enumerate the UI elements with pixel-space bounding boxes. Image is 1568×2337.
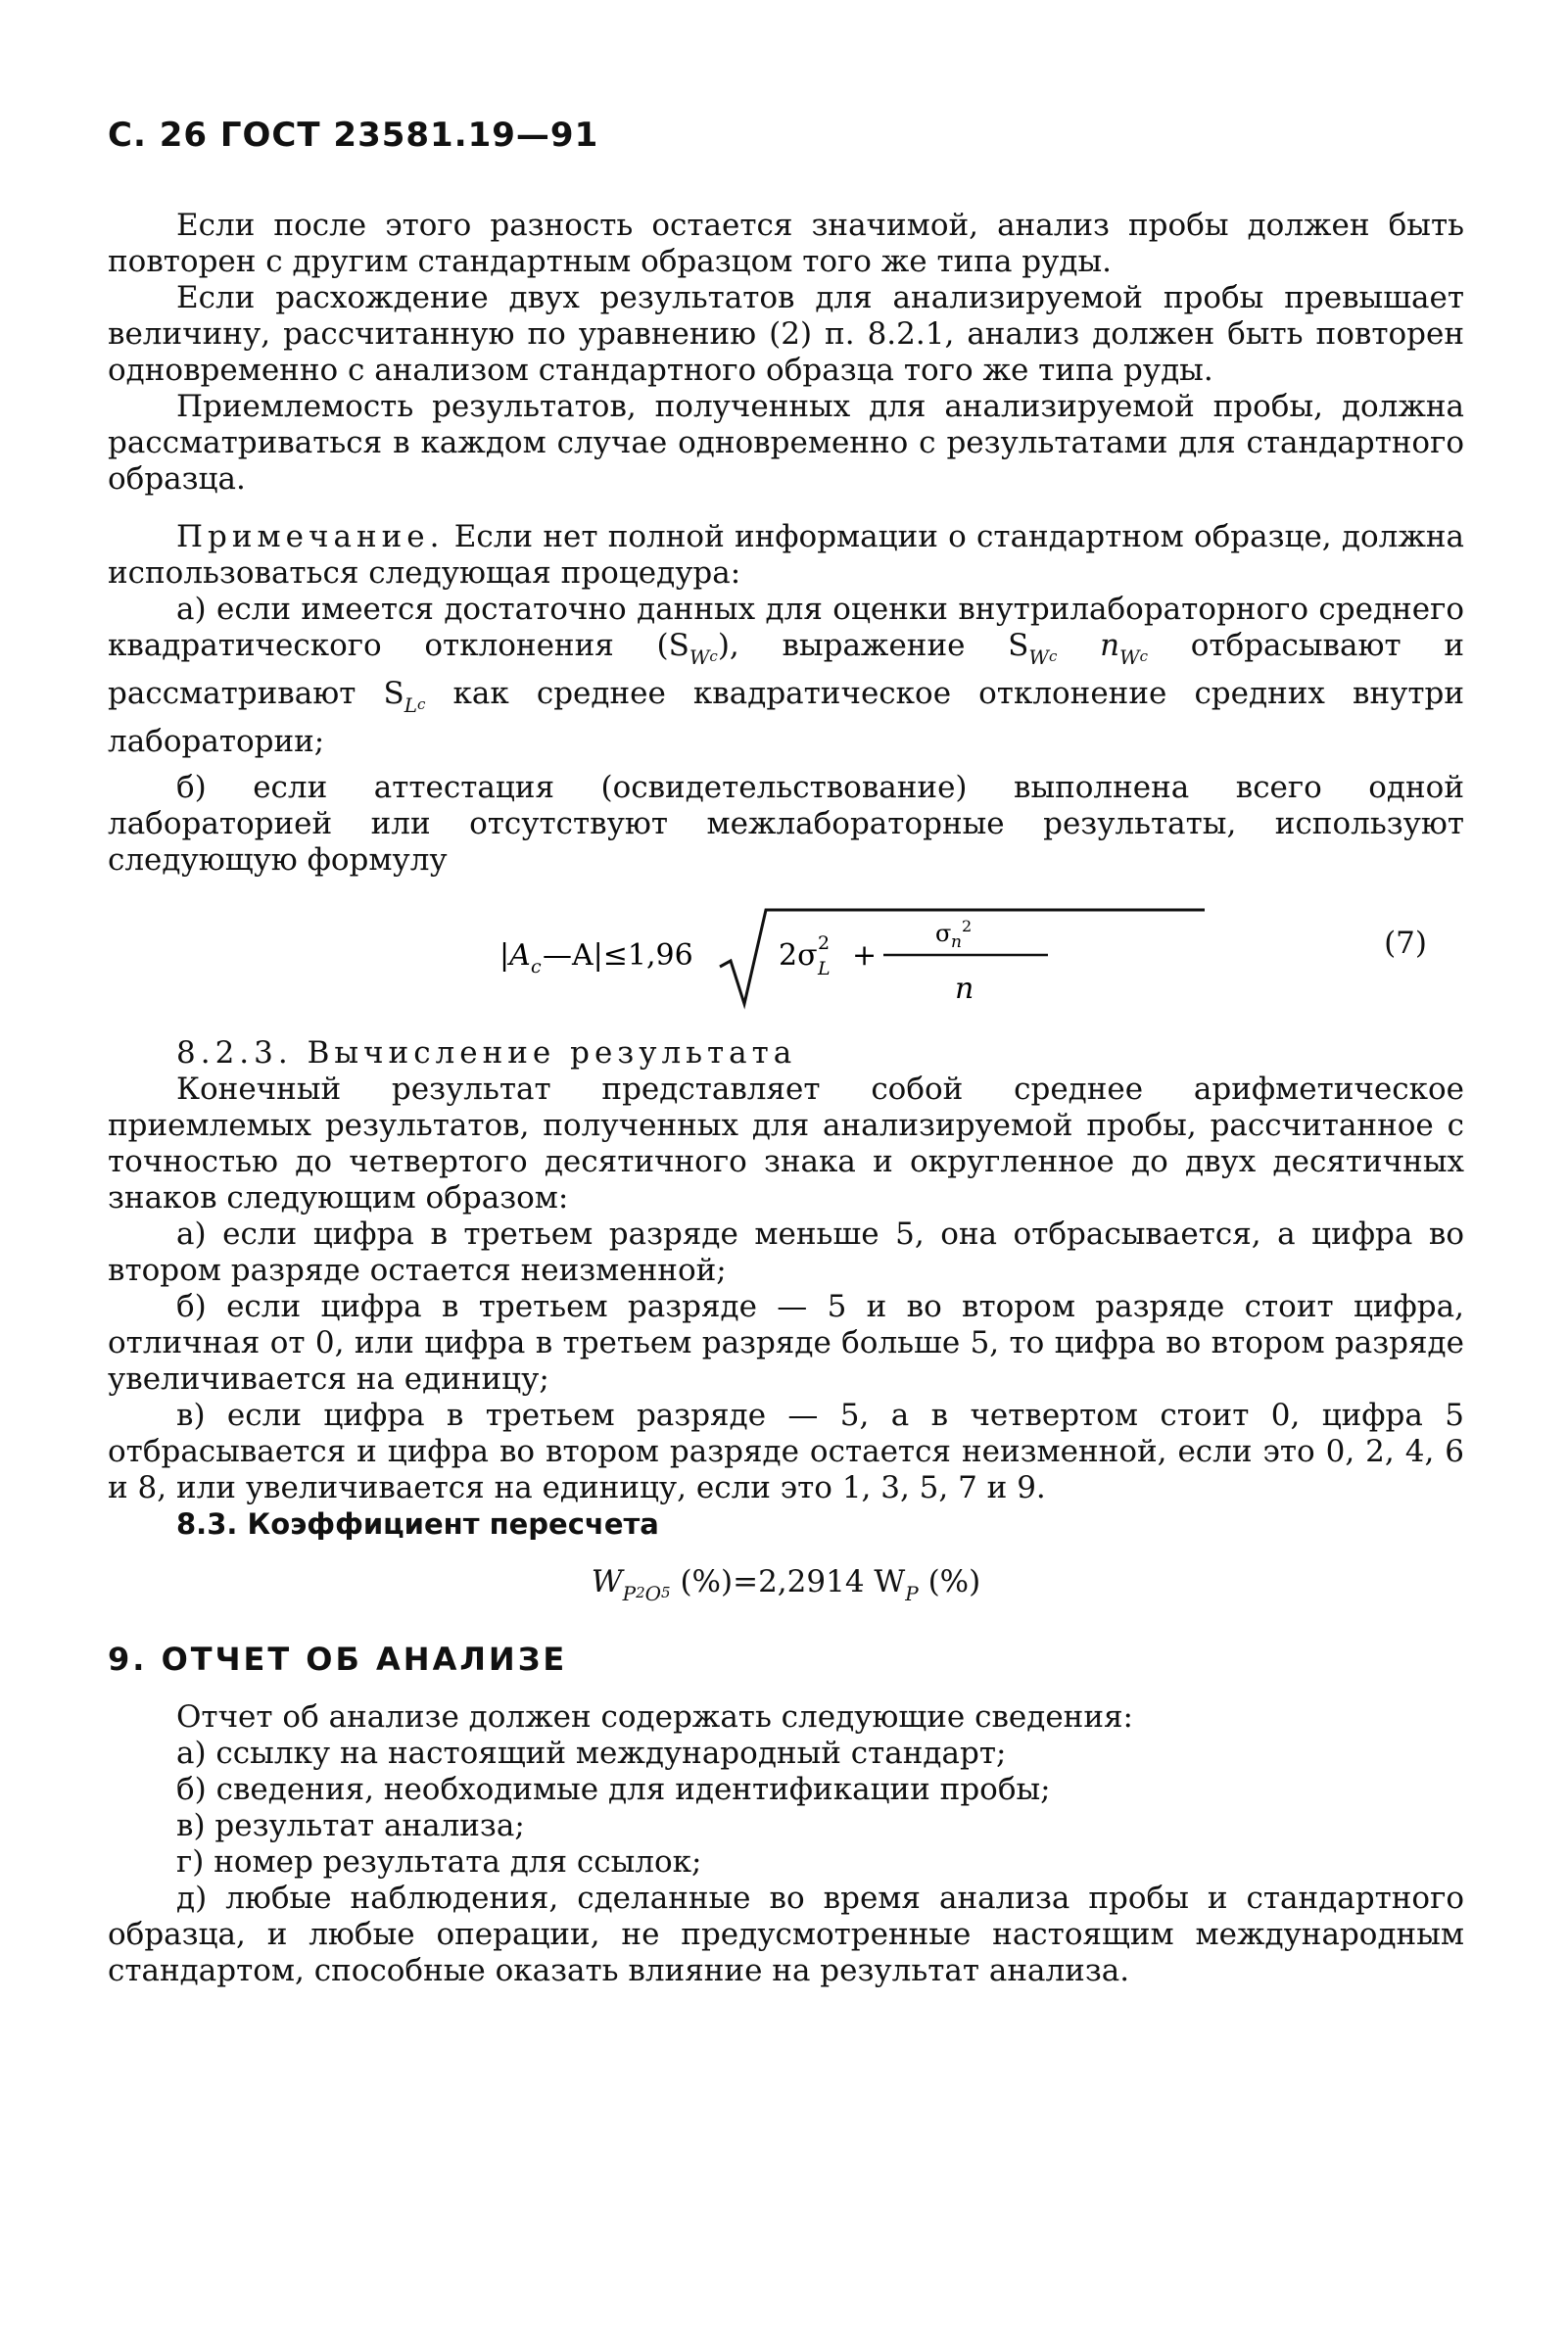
w-sub-5: 5 bbox=[661, 1584, 671, 1601]
section-823-title: 8.2.3. Вычисление результата bbox=[176, 1035, 797, 1071]
section-9-title: 9. ОТЧЕТ ОБ АНАЛИЗЕ bbox=[108, 1641, 568, 1678]
sym-n: n bbox=[1100, 628, 1120, 663]
section-823-item-b: б) если цифра в третьем разряде — 5 и во втором разряде стоит цифра, отличная от 0, или цифра в третьем разряде больше 5, то цифра во втором разряде увеличивается на единицу; bbox=[108, 1289, 1464, 1397]
w-symbol: W bbox=[591, 1564, 623, 1599]
paragraph-acceptability: Приемлемость результатов, полученных для анализируемой пробы, должна рассматриваться в каждом случае одновременно с результатами для стандартного образца. bbox=[108, 389, 1464, 497]
note-a-part1: а) если имеется достаточно данных для оценки внутрилабораторного среднего квадратического отклонения (S bbox=[108, 592, 1464, 663]
note-label: Примечание. bbox=[176, 519, 445, 554]
sym-c-subsub: c bbox=[709, 647, 718, 665]
note-item-a bbox=[108, 592, 1464, 760]
note-paragraph bbox=[108, 519, 1464, 592]
formula-7-row bbox=[108, 898, 1464, 1014]
section-823-intro: Конечный результат представляет собой среднее арифметическое приемлемых результатов, полученных для анализируемой пробы, рассчитанное с точностью до четвертого десятичного знака и округленное до двух десятичных знаков следующим образом: bbox=[108, 1072, 1464, 1216]
w-sub-o: O bbox=[644, 1582, 662, 1605]
report-item-a: а) ссылку на настоящий международный стандарт; bbox=[176, 1736, 1007, 1771]
formula-numerator: σ bbox=[935, 920, 952, 947]
paragraph-discrepancy: Если расхождение двух результатов для анализируемой пробы превышает величину, рассчитанную по уравнению (2) п. 8.2.1, анализ должен быть повторен одновременно с анализом стандартного образца того же типа руды. bbox=[108, 280, 1464, 388]
section-9-intro: Отчет об анализе должен содержать следующие сведения: bbox=[176, 1699, 1133, 1735]
report-item-e: д) любые наблюдения, сделанные во время анализа пробы и стандартного образца, и любые операции, не предусмотренные настоящим международным стандартом, способные оказать влияние на результат анализа. bbox=[108, 1881, 1464, 1988]
w-sub-p: P bbox=[622, 1582, 637, 1605]
report-item-c: в) результат анализа; bbox=[176, 1808, 525, 1843]
report-item-b: б) сведения, необходимые для идентификации пробы; bbox=[176, 1772, 1051, 1807]
sym-w-sub: W bbox=[689, 645, 710, 669]
w-rhs-sub: P bbox=[905, 1582, 919, 1605]
formula-lhs-sub: c bbox=[531, 956, 542, 978]
formula-numerator-sub: n bbox=[951, 932, 962, 952]
formula-7 bbox=[499, 898, 1244, 1014]
sym-c-subsub-2: c bbox=[1048, 647, 1058, 665]
note-text: Если нет полной информации о стандартном образце, должна использоваться следующая процедура: bbox=[108, 519, 1464, 591]
section-823-item-c: в) если цифра в третьем разряде — 5, а в четвертом стоит 0, цифра 5 отбрасывается и цифра во втором разряде остается неизменной, если это 0, 2, 4, 6 и 8, или увеличивается на единицу, если это 1, 3, 5, 7 и 9. bbox=[108, 1398, 1464, 1505]
w-sub-2: 2 bbox=[636, 1584, 645, 1601]
sym-l-sub: L bbox=[404, 693, 417, 717]
sym-c-subsub-3: c bbox=[1139, 647, 1149, 665]
formula-7-svg bbox=[499, 898, 1244, 1014]
section-823-item-a: а) если цифра в третьем разряде меньше 5, она отбрасывается, а цифра во втором разряде остается неизменной; bbox=[108, 1216, 1464, 1288]
report-item-d: г) номер результата для ссылок; bbox=[176, 1844, 702, 1880]
formula-lhs: |A bbox=[499, 938, 531, 973]
page-content bbox=[108, 208, 1464, 1989]
sym-w-sub-2: W bbox=[1028, 645, 1049, 669]
formula-number: (7) bbox=[1384, 926, 1427, 961]
formula-term1-sup: 2 bbox=[818, 932, 831, 954]
note-a-part3: отбрасывают и рассматривают S bbox=[108, 628, 1464, 711]
formula-middle: (%)=2,2914 W bbox=[670, 1564, 906, 1599]
section-83-title: 8.3. Коэффициент пересчета bbox=[176, 1507, 659, 1541]
note-item-b: б) если аттестация (освидетельствование) выполнена всего одной лабораторией или отсутствуют межлабораторные результаты, используют следующую формулу bbox=[108, 770, 1464, 878]
formula-end: (%) bbox=[918, 1564, 981, 1599]
section-83-formula bbox=[108, 1564, 1464, 1612]
formula-plus: + bbox=[852, 938, 878, 973]
formula-numerator-sup: 2 bbox=[962, 917, 973, 935]
formula-term1-sub: L bbox=[818, 958, 831, 979]
page-header: С. 26 ГОСТ 23581.19—91 bbox=[108, 116, 599, 155]
formula-lhs-rest: —A|≤1,96 bbox=[543, 938, 693, 973]
sym-w-sub-3: W bbox=[1119, 645, 1140, 669]
formula-term1: 2σ bbox=[779, 938, 818, 973]
formula-denominator: n bbox=[955, 972, 974, 1006]
sym-c-subsub-4: c bbox=[417, 695, 426, 713]
paragraph-repeat-analysis: Если после этого разность остается значимой, анализ пробы должен быть повторен с другим стандартным образцом того же типа руды. bbox=[108, 208, 1464, 279]
note-a-part2: ), выражение S bbox=[717, 628, 1029, 663]
note-a-part4: как среднее квадратическое отклонение средних внутри лаборатории; bbox=[108, 676, 1464, 759]
